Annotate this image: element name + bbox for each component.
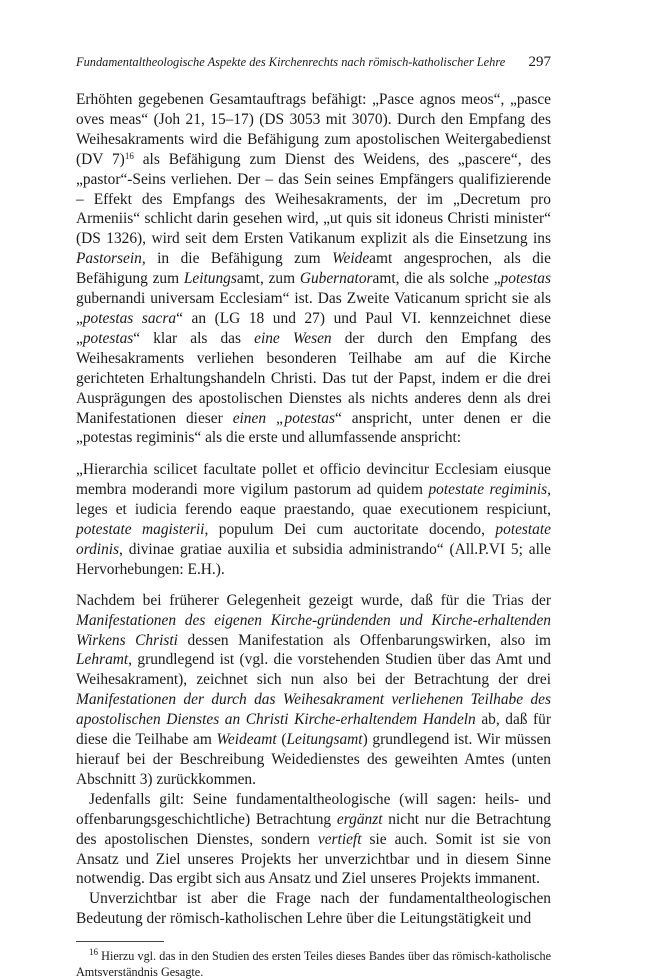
emphasis: einen „potestas <box>232 409 335 427</box>
footnote-marker: 16 <box>89 947 98 958</box>
emphasis: potestate magisterii <box>76 521 205 539</box>
text-run: Jedenfalls gilt: Seine fundamentaltheologische (will sagen: heils- und offenbarungsgeschichtliche) Betrachtung <box>76 790 551 828</box>
emphasis: Lehramt <box>76 651 129 669</box>
emphasis: Manifestationen des eigenen Kirche-gründenden und Kirche-erhaltenden Wirkens Christi <box>76 611 551 649</box>
text-run: amt, die als solche „ <box>372 270 501 288</box>
footnote-16 <box>76 948 551 980</box>
text-run: “ klar als das <box>133 329 255 347</box>
text-run: amt, zum <box>236 270 300 288</box>
text-run: , divinae gratiae auxilia et subsidia administrando“ (All.P.VI 5; alle Hervorhebungen: E.H.). <box>76 540 551 578</box>
text-run: Hierzu vgl. das in den Studien des ersten Teiles dieses Bandes über das römisch-katholische Amtsverständnis Gesagte. <box>76 949 551 980</box>
emphasis: potestate ordinis <box>76 521 551 558</box>
text-run: Erhöhten gegebenen Gesamtauftrags befähigt: „Pasce agnos meos“, „pasce oves meas“ (Joh 21, 15–17) (DS 3053 mit 3070). Durch den Empfang des Weihesakraments wird die Befähigung zum apostolischen Weitergabedienst (DV 7) <box>76 91 551 168</box>
text-run: ab, daß für diese die Teilhabe am <box>76 711 551 749</box>
running-head <box>76 54 551 76</box>
emphasis: potestas sacra <box>82 309 177 327</box>
text-run: der durch den Empfang des Weihesakraments verliehen besonderen Teilhabe am auf die Kirche gerichteten Erhaltungshandeln Christi. Das tut der Papst, indem er die drei Ausprägungen des apostolischen Dienstes als nichts anderes denn als drei Manifestationen dieser <box>76 329 551 427</box>
text-run: “ anspricht, unter denen er die „potestas regiminis“ als die erste und allumfassende anspricht: <box>76 409 552 447</box>
quote-text <box>76 460 551 579</box>
text-run: , populum Dei cum auctoritate docendo, <box>204 521 496 539</box>
text-run: , grundlegend ist (vgl. die vorstehenden Studien über das Amt und Weihesakrament), zeichnet sich nun also bei der Betrachtung der drei <box>76 651 551 689</box>
text-run: Unverzichtbar ist aber die Frage nach der fundamentaltheologischen Bedeutung der römisch-katholischen Lehre über die Leitungstätigkeit und <box>76 890 551 928</box>
running-title: Fundamentaltheologische Aspekte des Kirchenrechts nach römisch-katholischer Lehre <box>76 55 506 69</box>
body-text <box>76 90 551 929</box>
text-run: amt angesprochen, als die Befähigung zum <box>76 250 551 288</box>
emphasis: Weideamt <box>216 731 277 749</box>
emphasis: potestate regiminis <box>428 481 548 499</box>
emphasis: Leitungs <box>183 270 237 288</box>
text-run: , leges et iudicia ferendo eaque praestando, quae executionem respiciunt, <box>76 481 551 519</box>
paragraph-1 <box>76 90 551 448</box>
emphasis: potestas <box>500 270 551 288</box>
paragraph-2 <box>76 591 551 790</box>
block-quote <box>76 460 551 579</box>
text-run: als Befähigung zum Dienst des Weidens, des „pascere“, des „pastor“-Seins verliehen. Der – das Sein seines Empfängers qualifizierende – Effekt des Empfangs des Weihesakraments, der im „Decretum pro Armeniis“ schlicht darin gesehen wird, „ut quis sit idoneus Christi minister“ (DS 1326), wird seit dem Ersten Vatikanum explizit als die Einsetzung ins <box>76 150 551 248</box>
paragraph-4 <box>76 889 551 929</box>
text-run: nicht nur die Betrachtung des apostolischen Dienstes, sondern <box>76 810 551 848</box>
text-run: ( <box>276 731 287 749</box>
emphasis: ergänzt <box>336 810 383 828</box>
text-run: „Hierarchia scilicet facultate pollet et officio devincitur Ecclesiam eiusque membra moderandi more vigilum pastorum ad quidem <box>76 461 551 499</box>
emphasis: vertieft <box>317 830 362 848</box>
text-run: sie auch. Somit ist sie von Ansatz und Ziel unseres Projekts her unverzichtbar und in diesem Sinne notwendig. Das ergibt sich aus Ansatz und Ziel unseres Projekts immanent. <box>76 830 551 888</box>
emphasis: Pastorsein <box>76 250 142 268</box>
text-run: ) grundlegend ist. Wir müssen hierauf bei der Beschreibung Weidedienstes des geweihten Amtes (unten Abschnitt 3) zurückkommen. <box>76 731 551 788</box>
emphasis: Leitungsamt <box>286 731 363 749</box>
emphasis: eine Wesen <box>254 329 332 347</box>
emphasis: Weide <box>332 250 370 268</box>
emphasis: potestas <box>82 329 134 347</box>
text-run: dessen Manifestation als Offenbarungswirken, also im <box>177 631 551 649</box>
paragraph-3 <box>76 790 551 890</box>
text-run: gubernandi universam Ecclesiam“ ist. Das Zweite Vaticanum spricht sie als „ <box>76 290 551 327</box>
footnote-divider <box>76 941 164 942</box>
document-page <box>76 54 551 980</box>
text-run: , in die Befähigung zum <box>141 250 333 268</box>
footnote-text <box>76 948 551 980</box>
emphasis: Gubernator <box>299 270 373 288</box>
page-number: 297 <box>528 54 551 70</box>
emphasis: Manifestationen der durch das Weihesakrament verliehenen Teilhabe des apostolischen Dienstes an Christi Kirche-erhaltendem Handeln <box>76 691 551 729</box>
text-run: Nachdem bei früherer Gelegenheit gezeigt wurde, daß für die Trias der <box>76 591 551 609</box>
text-run: “ an (LG 18 und 27) und Paul VI. kennzeichnet diese „ <box>76 309 551 347</box>
footnote-reference[interactable]: 16 <box>124 150 134 161</box>
